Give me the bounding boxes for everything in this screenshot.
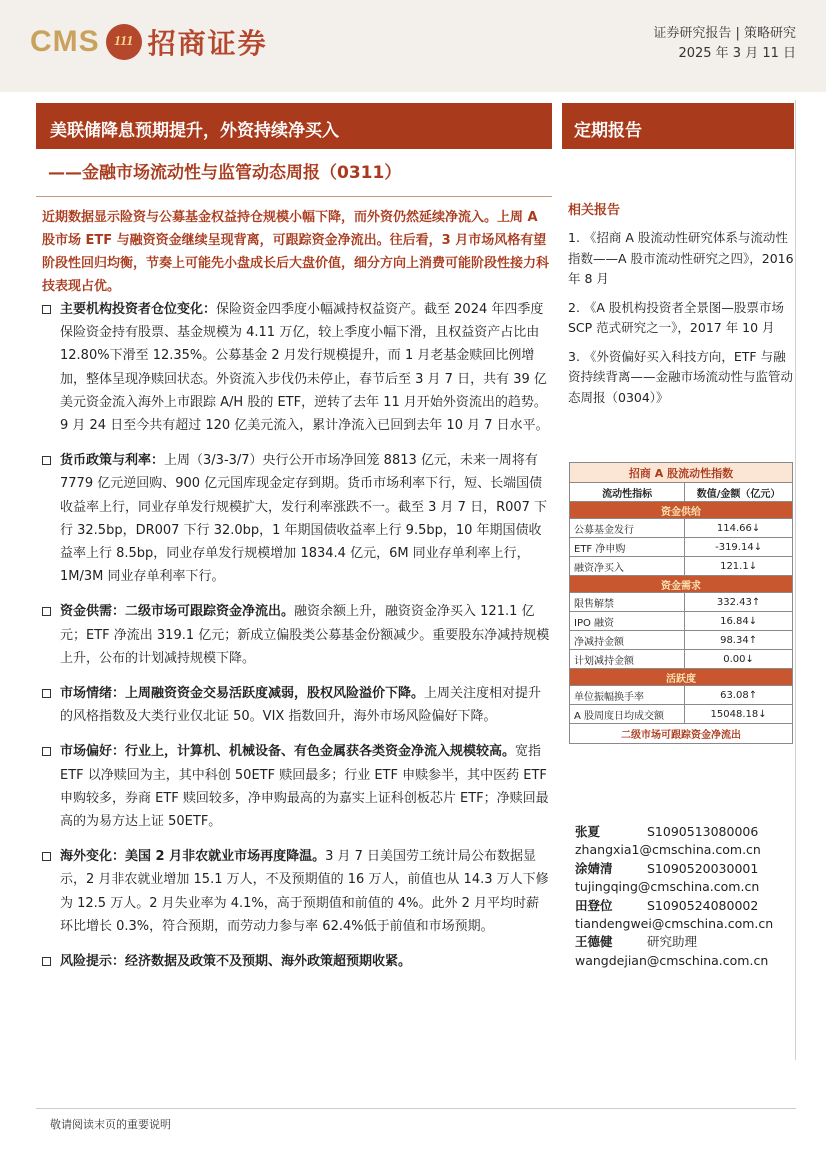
checkbox-icon bbox=[42, 852, 51, 861]
page-header bbox=[0, 0, 826, 92]
analyst-id: S1090524080002 bbox=[647, 897, 759, 913]
related-item[interactable]: 2. 《A 股机构投资者全景图—股票市场 SCP 范式研究之一》，2017 年 10 月 bbox=[568, 299, 784, 335]
table-row bbox=[570, 538, 793, 557]
analyst-list bbox=[575, 823, 795, 970]
arrow-down-icon: ↓ bbox=[751, 522, 761, 534]
liquidity-index-table bbox=[569, 462, 793, 744]
analyst-email[interactable]: tujingqing@cmschina.com.cn bbox=[575, 879, 760, 895]
row-value: 63.08↑ bbox=[685, 686, 793, 705]
logo-chinese: 招商证券 bbox=[147, 27, 268, 60]
analyst-name: 张夏 bbox=[575, 824, 601, 839]
bullet-lead: 货币政策与利率： bbox=[60, 453, 165, 469]
header-meta bbox=[653, 24, 796, 64]
row-label: 净减持金额 bbox=[570, 631, 685, 650]
bullet-preference bbox=[42, 740, 552, 833]
summary-paragraph: 近期数据显示险资与公募基金权益持仓规模小幅下降，而外资仍然延续净流入。上周 A 股市场 ETF 与融资资金继续呈现背离，可跟踪资金净流出。往后看，3 月市场风格有望阶段性回归均衡，节奏上可能先小盘成长后大盘价值，细分方向上消费可能阶段性接力科技表现占优。 bbox=[42, 210, 550, 294]
table-header-value: 数值/金额（亿元） bbox=[685, 483, 793, 502]
row-label: 计划减持金额 bbox=[570, 650, 685, 669]
analyst-id: S1090513080006 bbox=[647, 824, 759, 839]
analyst-name: 田登位 bbox=[575, 897, 613, 913]
arrow-up-icon: ↑ bbox=[751, 596, 761, 608]
analyst-email[interactable]: zhangxia1@cmschina.com.cn bbox=[575, 842, 761, 858]
bullet-lead: 海外变化：美国 2 月非农就业市场再度降温。 bbox=[60, 849, 326, 865]
bullet-lead: 风险提示：经济数据及政策不及预期、海外政策超预期收紧。 bbox=[60, 954, 412, 970]
bullet-text: 保险资金四季度小幅减持权益资产。截至 2024 年四季度保险资金持有股票、基金规模为 4.11 万亿，较上季度小幅下滑，且权益资产占比由 12.80%下滑至 12.35%。公募基金 2 月发行规模提升，而 1 月老基金赎回比例增加，整体呈现净赎回状态。外资流入步伐仍未停止，春节后至 3 月 7 日，共有 39 亿美元资金流入海外上市跟踪 A/H 股的 ETF，逆转了去年 11 月开始外资流出的趋势。9 月 24 日至今共有超过 120 亿美元流入，累计净流入已回到去年 10 月 7 日水平。 bbox=[60, 302, 549, 434]
table-row bbox=[570, 557, 793, 576]
arrow-down-icon: ↓ bbox=[748, 560, 758, 572]
checkbox-icon bbox=[42, 456, 51, 465]
report-type: 定期报告 bbox=[562, 103, 794, 149]
arrow-down-icon: ↓ bbox=[745, 653, 754, 665]
page-footer: 敬请阅读末页的重要说明 bbox=[50, 1118, 171, 1131]
analyst-row bbox=[575, 933, 795, 951]
bullet-lead: 主要机构投资者仓位变化： bbox=[60, 302, 217, 317]
checkbox-icon bbox=[42, 689, 51, 698]
cms-logo bbox=[30, 22, 268, 62]
analyst-name: 涂婧清 bbox=[575, 860, 613, 876]
table-row bbox=[570, 705, 793, 724]
analyst-id: S1090520030001 bbox=[647, 860, 759, 876]
row-value: 114.66↓ bbox=[685, 519, 793, 538]
bullet-funding bbox=[42, 600, 552, 670]
bullet-risk bbox=[42, 950, 552, 973]
report-title: 美联储降息预期提升，外资持续净买入 bbox=[36, 103, 552, 149]
row-label: 公募基金发行 bbox=[570, 519, 685, 538]
checkbox-icon bbox=[42, 607, 51, 616]
logo-latin: CMS bbox=[30, 25, 100, 58]
row-value: 332.43↑ bbox=[685, 593, 793, 612]
table-row bbox=[570, 612, 793, 631]
checkbox-icon bbox=[42, 305, 51, 314]
analyst-row bbox=[575, 897, 795, 915]
analyst-name: 王德健 bbox=[575, 934, 613, 950]
arrow-down-icon: ↓ bbox=[758, 708, 767, 720]
footer-divider bbox=[36, 1108, 796, 1109]
row-label: IPO 融资 bbox=[570, 612, 685, 631]
row-value: 15048.18↓ bbox=[685, 705, 793, 724]
row-value: 121.1↓ bbox=[685, 557, 793, 576]
table-row bbox=[570, 686, 793, 705]
table-footer: 二级市场可跟踪资金净流出 bbox=[570, 724, 793, 744]
related-item[interactable]: 3. 《外资偏好买入科技方向，ETF 与融资持续背离——金融市场流动性与监管动态周报（0304）》 bbox=[568, 348, 794, 405]
bullet-overseas bbox=[42, 845, 552, 938]
section-supply: 资金供给 bbox=[570, 502, 793, 519]
bullet-sentiment bbox=[42, 682, 552, 728]
report-date: 2025 年 3 月 11 日 bbox=[678, 46, 796, 61]
row-value: 16.84↓ bbox=[685, 612, 793, 631]
bullet-text: 宽指 ETF 以净赎回为主，其中科创 50ETF 赎回最多；行业 ETF 申赎参半，其中医药 ETF 申购较多，券商 ETF 赎回较多，净申购最高的为嘉实上证科创板芯片 ETF；净赎回最高的为易方达上证 50ETF。 bbox=[60, 744, 549, 830]
title-divider bbox=[36, 196, 552, 197]
table-title: 招商 A 股流动性指数 bbox=[570, 463, 793, 483]
bullet-text: 上周关注度相对提升的风格指数及大类行业仅北证 50。VIX 指数回升，海外市场风险偏好下降。 bbox=[60, 686, 542, 725]
table-row bbox=[570, 593, 793, 612]
row-label: ETF 净申购 bbox=[570, 538, 685, 557]
related-reports bbox=[568, 199, 794, 416]
arrow-down-icon: ↓ bbox=[748, 615, 758, 627]
bullet-monetary bbox=[42, 449, 552, 588]
table-row bbox=[570, 519, 793, 538]
related-item[interactable]: 1. 《招商 A 股流动性研究体系与流动性指数——A 股市流动性研究之四》，2016 年 8 月 bbox=[568, 230, 794, 286]
arrow-down-icon: ↓ bbox=[753, 541, 763, 553]
analyst-email[interactable]: wangdejian@cmschina.com.cn bbox=[575, 952, 769, 968]
row-value: 0.00↓ bbox=[685, 650, 793, 669]
analyst-email[interactable]: tiandengwei@cmschina.com.cn bbox=[575, 916, 774, 932]
bullet-text: 融资余额上升，融资资金净买入 121.1 亿元；ETF 净流出 319.1 亿元；新成立偏股类公募基金份额减少。重要股东净减持规模上升，公布的计划减持规模下降。 bbox=[60, 604, 550, 666]
side-divider bbox=[795, 100, 796, 1060]
analyst-row bbox=[575, 860, 795, 878]
row-label: 限售解禁 bbox=[570, 593, 685, 612]
analyst-row bbox=[575, 823, 795, 841]
bullet-text: 3 月 7 日美国劳工统计局公布数据显示，2 月非农就业增加 15.1 万人，不及预期值的 16 万人，前值也从 14.3 万人下修为 12.5 万人。2 月失业率为 4.1%，高于预期值和前值的 4%。此外 2 月平均时薪环比增长 0.3%，符合预期，而劳动力参与率 62.4%低于前值和市场预期。 bbox=[60, 849, 549, 934]
table-row bbox=[570, 631, 793, 650]
row-value: 98.34↑ bbox=[685, 631, 793, 650]
bullet-lead: 市场情绪：上周融资资金交易活跃度减弱，股权风险溢价下降。 bbox=[60, 686, 425, 702]
bullet-text: 上周（3/3-3/7）央行公开市场净回笼 8813 亿元，未来一周将有 7779 亿元逆回购、900 亿元国库现金定存到期。货币市场利率下行，短、长端国债收益率上行，同业存单发行规模扩大，发行利率涨跌不一。截至 3 月 7 日，R007 下行 32.5bp，DR007 下行 32.0bp，1 年期国债收益率上行 9.5bp，10 年期国债收益率上行 8.5bp，同业存单发行规模增加 1834.4 亿元，6M 同业存单利率上行，1M/3M 同业存单利率下行。 bbox=[60, 453, 548, 585]
related-heading: 相关报告 bbox=[568, 203, 621, 218]
arrow-up-icon: ↑ bbox=[748, 634, 758, 646]
analyst-id: 研究助理 bbox=[647, 934, 698, 950]
row-label: A 股周度日均成交额 bbox=[570, 705, 685, 724]
logo-mark-icon: 111 bbox=[106, 24, 142, 60]
key-points bbox=[42, 298, 552, 985]
doc-class: 证券研究报告 | 策略研究 bbox=[653, 26, 796, 41]
table-row bbox=[570, 650, 793, 669]
section-activity: 活跃度 bbox=[570, 669, 793, 686]
table-header-indicator: 流动性指标 bbox=[570, 483, 685, 502]
checkbox-icon bbox=[42, 747, 51, 756]
bullet-lead: 资金供需：二级市场可跟踪资金净流出。 bbox=[60, 604, 295, 620]
row-label: 单位振幅换手率 bbox=[570, 686, 685, 705]
section-demand: 资金需求 bbox=[570, 576, 793, 593]
row-label: 融资净买入 bbox=[570, 557, 685, 576]
arrow-up-icon: ↑ bbox=[748, 689, 758, 701]
bullet-institutional bbox=[42, 298, 552, 437]
report-subtitle: ——金融市场流动性与监管动态周报（0311） bbox=[48, 163, 402, 183]
checkbox-icon bbox=[42, 957, 51, 966]
bullet-lead: 市场偏好：行业上，计算机、机械设备、有色金属获各类资金净流入规模较高。 bbox=[60, 744, 516, 760]
row-value: -319.14↓ bbox=[685, 538, 793, 557]
